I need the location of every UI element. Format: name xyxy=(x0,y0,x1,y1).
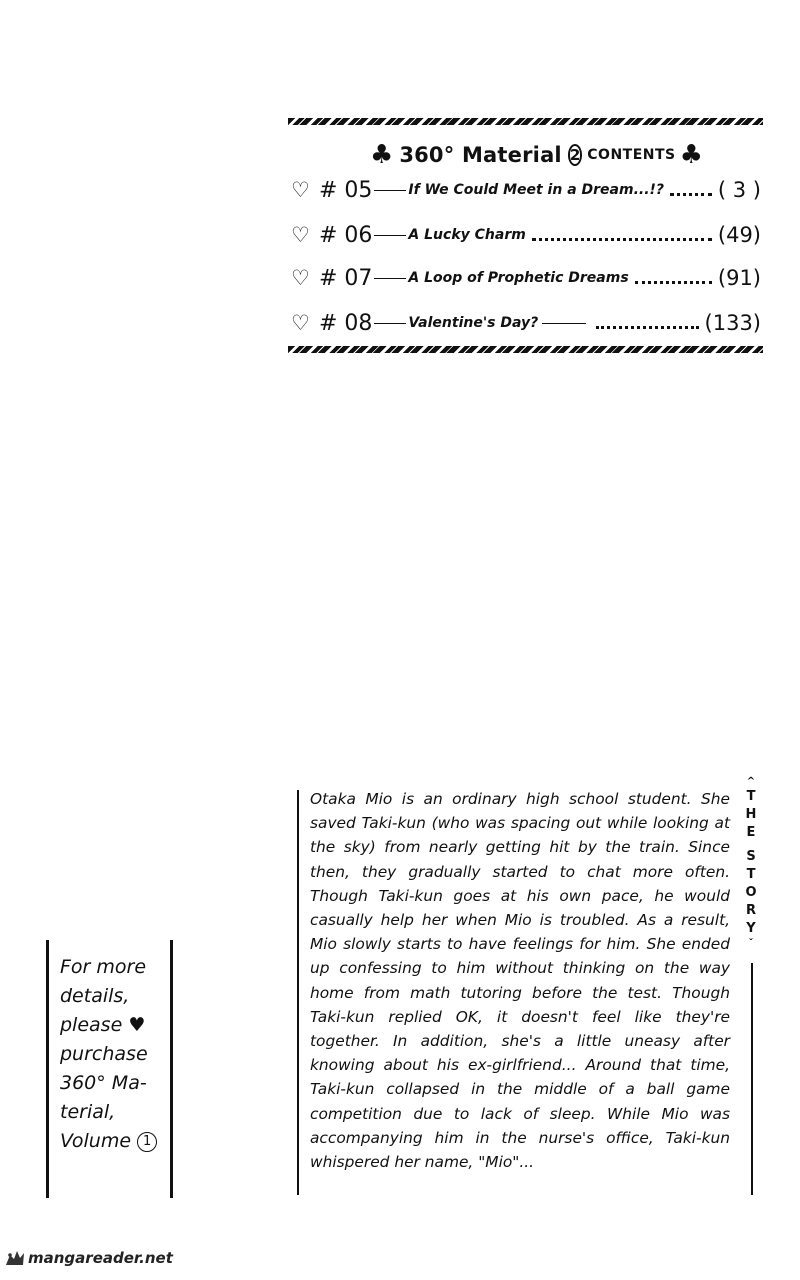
chapter-title: Valentine's Day? xyxy=(408,315,539,331)
details-right-border xyxy=(170,940,173,1198)
story-right-border xyxy=(751,963,753,1195)
toc-entry xyxy=(291,307,761,339)
details-line: purchase xyxy=(60,1043,148,1065)
page-number: (91) xyxy=(717,266,761,290)
dash xyxy=(542,323,586,324)
label-letter: T xyxy=(746,867,756,882)
volume-circle: 1 xyxy=(137,1132,157,1152)
details-left-border xyxy=(46,940,49,1198)
heart-icon: ♡ xyxy=(291,311,310,335)
toc-entry xyxy=(291,262,761,294)
details-line: terial, xyxy=(60,1101,116,1123)
toc-entry xyxy=(291,174,761,206)
watermark-text: mangareader.net xyxy=(28,1249,173,1267)
heart-icon: ♡ xyxy=(291,178,310,202)
contents-title xyxy=(370,138,703,172)
details-text: please xyxy=(60,1014,123,1036)
details-line: 360° Ma- xyxy=(60,1072,147,1094)
dot-leader xyxy=(670,193,712,196)
bottom-decorative-rule xyxy=(288,346,763,353)
story-left-border xyxy=(297,790,299,1195)
top-decorative-rule xyxy=(288,118,763,125)
watermark-logo-icon xyxy=(4,1247,26,1269)
chapter-title: If We Could Meet in a Dream...!? xyxy=(408,182,665,198)
dash xyxy=(374,278,406,279)
details-line: details, xyxy=(60,985,130,1007)
details-note xyxy=(60,953,166,1156)
dash xyxy=(374,235,406,236)
chevron-down-icon: ˇ xyxy=(748,938,754,949)
dash xyxy=(374,323,406,324)
dot-leader xyxy=(532,238,712,241)
details-line: For more xyxy=(60,956,147,978)
chapter-number: # 08 xyxy=(319,310,373,336)
chapter-title: A Lucky Charm xyxy=(408,227,526,243)
dot-leader xyxy=(596,326,698,329)
toc-entry xyxy=(291,219,761,251)
label-letter: T xyxy=(746,789,756,804)
chapter-number: # 07 xyxy=(319,265,373,291)
chevron-up-icon: ^ xyxy=(746,776,756,787)
label-letter: S xyxy=(746,849,756,864)
details-line xyxy=(60,1127,166,1156)
label-letter: R xyxy=(745,903,756,918)
details-line xyxy=(60,1011,166,1040)
dash xyxy=(374,190,406,191)
dot-leader xyxy=(635,281,712,284)
volume-circle: 2 xyxy=(569,146,581,164)
heart-icon: ♡ xyxy=(291,223,310,247)
page-number: ( 3 ) xyxy=(717,178,761,202)
book-title: 360° Material xyxy=(399,143,562,167)
club-icon: ♣ xyxy=(370,140,394,170)
club-icon: ♣ xyxy=(679,140,703,170)
chapter-number: # 05 xyxy=(319,177,373,203)
label-letter: H xyxy=(745,807,757,822)
story-summary: Otaka Mio is an ordinary high school student. She saved Taki-kun (who was spacing out while looking at the sky) from nearly getting hit by the train. Since then, they gradually started to chat more often. Though Taki-kun goes at his own pace, he would casually help her when Mio is troubled. As a result, Mio slowly starts to have feelings for him. She ended up confessing to him without thinking on the way home from math tutoring before the test. Though Taki-kun replied OK, it doesn't feel like they're together. In addition, she's a little uneasy after knowing about his ex-girlfriend... Around that time, Taki-kun collapsed in the middle of a ball game competition due to lack of sleep. While Mio was accompanying him in the nurse's office, Taki-kun whispered her name, "Mio"... xyxy=(310,790,730,1172)
chapter-title: A Loop of Prophetic Dreams xyxy=(408,270,629,286)
label-letter: O xyxy=(745,885,757,900)
heart-icon: ♥ xyxy=(128,1014,146,1036)
chapter-number: # 06 xyxy=(319,222,373,248)
watermark xyxy=(4,1247,173,1269)
contents-label: CONTENTS xyxy=(587,147,676,163)
page-number: (49) xyxy=(717,223,761,247)
label-letter: E xyxy=(746,825,756,840)
the-story-label xyxy=(740,776,762,950)
label-letter: Y xyxy=(746,921,756,936)
details-text: Volume xyxy=(60,1130,132,1152)
heart-icon: ♡ xyxy=(291,266,310,290)
page-number: (133) xyxy=(704,311,761,335)
